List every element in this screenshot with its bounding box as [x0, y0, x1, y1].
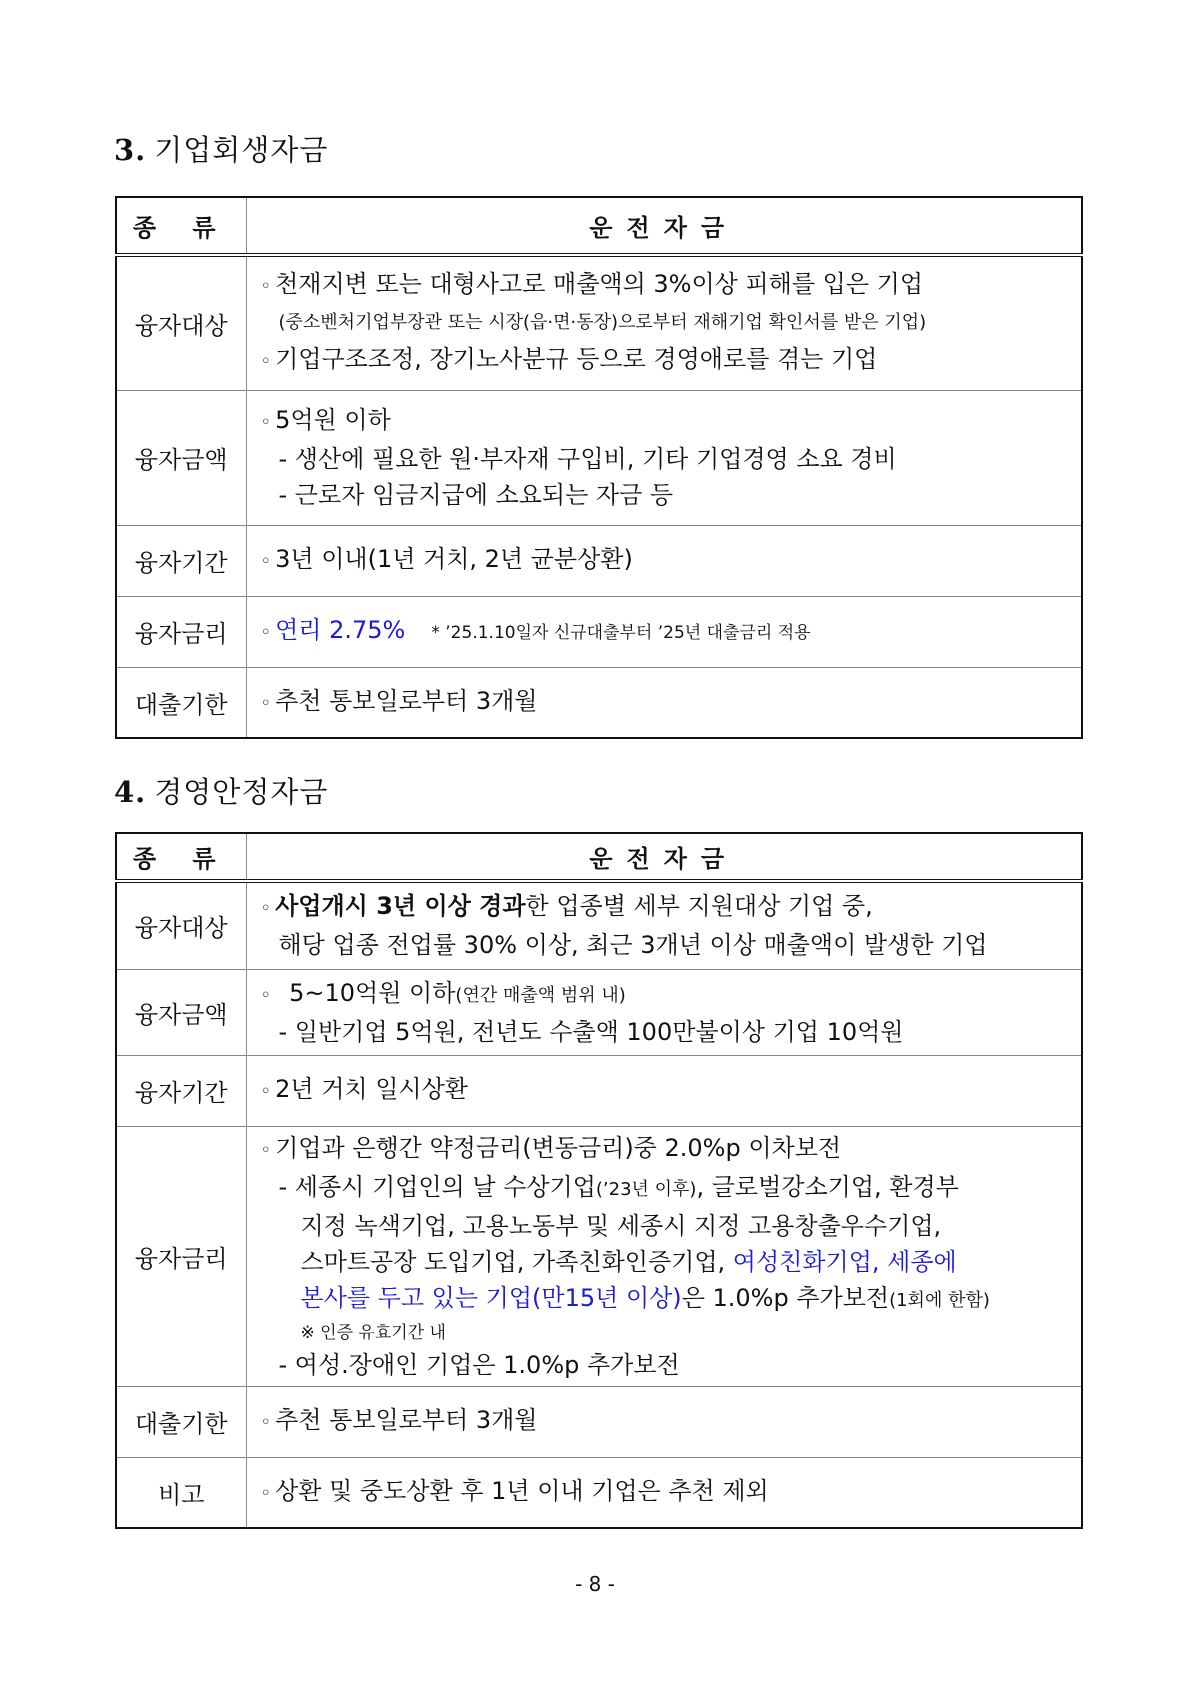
row-label-period: 융자기간: [116, 525, 246, 596]
row-value-deadline: [246, 667, 1082, 738]
table-row: [116, 390, 1082, 525]
table-row: [116, 255, 1082, 390]
section4-number: 4.: [114, 775, 147, 809]
bullet: ◦: [260, 412, 272, 433]
section4-heading: [114, 770, 328, 811]
rate-line-6: ※ 인증 유효기간 내: [300, 1322, 446, 1343]
bullet: ◦: [260, 984, 272, 1006]
table-header-row: [116, 833, 1082, 881]
table-row: [116, 1457, 1082, 1528]
target-bold: 사업개시 3년 이상 경과: [275, 892, 526, 921]
rate-line-3: 지정 녹색기업, 고용노동부 및 세종시 지정 고용창출우수기업,: [300, 1211, 942, 1240]
amount-line-2: - 생산에 필요한 원·부자재 구입비, 기타 기업경영 소요 경비: [278, 445, 897, 473]
row-label-amount: 융자금액: [116, 390, 246, 525]
target-line-3: 기업구조조정, 장기노사분규 등으로 경영애로를 겪는 기업: [275, 345, 878, 374]
rate-line-4b: 여성친화기업, 세종에: [732, 1247, 957, 1276]
table-row: [116, 667, 1082, 738]
table-row: [116, 969, 1082, 1055]
target-line-2: (중소벤처기업부장관 또는 시장(읍·면·동장)으로부터 재해기업 확인서를 받은 기업): [278, 312, 927, 334]
rate-line-7: - 여성.장애인 기업은 1.0%p 추가보전: [278, 1350, 680, 1379]
rate-line-2c: , 글로벌강소기업, 환경부: [696, 1172, 959, 1201]
deadline-line-1: 추천 통보일로부터 3개월: [275, 686, 538, 715]
header-kind: 종 류: [116, 833, 246, 881]
table-row: [116, 525, 1082, 596]
amount-line-3: - 근로자 임금지급에 소요되는 자금 등: [278, 481, 674, 509]
section4-table: [115, 832, 1083, 1529]
section3-number: 3.: [114, 133, 147, 167]
rate-line-2b: (’23년 이후): [595, 1178, 697, 1200]
row-value-amount: [246, 969, 1082, 1055]
row-value-note: [246, 1457, 1082, 1528]
row-label-amount: 융자금액: [116, 969, 246, 1055]
bullet: ◦: [260, 1412, 272, 1433]
rate-note: * ’25.1.10일자 신규대출부터 ’25년 대출금리 적용: [431, 623, 811, 643]
table-header-row: [116, 197, 1082, 255]
row-value-target: [246, 881, 1082, 969]
header-fund: 운전자금: [246, 833, 1082, 881]
rate-line-5b: 은 1.0%p 추가보전: [681, 1283, 890, 1312]
rate-line-5a: 본사를 두고 있는 기업(만15년 이상): [300, 1283, 682, 1312]
period-line-1: 2년 거치 일시상환: [275, 1075, 468, 1103]
header-kind: 종 류: [116, 197, 246, 255]
row-value-period: [246, 1055, 1082, 1126]
row-value-rate: [246, 596, 1082, 667]
amount-line-2: - 일반기업 5억원, 전년도 수출액 100만불이상 기업 10억원: [278, 1017, 904, 1046]
row-label-rate: 융자금리: [116, 1126, 246, 1386]
period-line-1: 3년 이내(1년 거치, 2년 균분상환): [275, 545, 633, 573]
target-line-1: 천재지변 또는 대형사고로 매출액의 3%이상 피해를 입은 기업: [275, 270, 924, 299]
table-row: [116, 1126, 1082, 1386]
row-label-target: 융자대상: [116, 255, 246, 390]
row-value-period: [246, 525, 1082, 596]
row-value-target: [246, 255, 1082, 390]
bullet: ◦: [260, 1081, 272, 1102]
rate-line-4a: 스마트공장 도입기업, 가족친화인증기업,: [300, 1247, 733, 1276]
rate-line-5c: (1회에 한함): [889, 1289, 990, 1311]
target-line-2: 해당 업종 전업률 30% 이상, 최근 3개년 이상 매출액이 발생한 기업: [278, 931, 988, 960]
table-row: [116, 1386, 1082, 1457]
section4-title: 경영안정자금: [154, 775, 329, 809]
row-label-target: 융자대상: [116, 881, 246, 969]
note-line-1: 상환 및 중도상환 후 1년 이내 기업은 추천 제외: [275, 1476, 769, 1505]
section3-title: 기업회생자금: [154, 133, 329, 167]
bullet: ◦: [260, 692, 272, 714]
bullet: ◦: [260, 1139, 272, 1161]
table-row: [116, 1055, 1082, 1126]
bullet: ◦: [260, 276, 272, 298]
bullet: ◦: [260, 551, 272, 572]
rate-line-2a: - 세종시 기업인의 날 수상기업: [278, 1172, 596, 1201]
bullet: ◦: [260, 1482, 272, 1504]
header-fund: 운전자금: [246, 197, 1082, 255]
row-label-note: 비고: [116, 1457, 246, 1528]
amount-line-1a: 5~10억원 이하: [289, 978, 456, 1007]
row-value-amount: [246, 390, 1082, 525]
rate-line-1: 기업과 은행간 약정금리(변동금리)중 2.0%p 이차보전: [275, 1133, 842, 1162]
row-label-period: 융자기간: [116, 1055, 246, 1126]
section3-heading: [114, 128, 328, 169]
row-label-deadline: 대출기한: [116, 1386, 246, 1457]
bullet: ◦: [260, 898, 272, 920]
amount-line-1b: (연간 매출액 범위 내): [455, 984, 626, 1006]
bullet: ◦: [260, 351, 272, 373]
deadline-line-1: 추천 통보일로부터 3개월: [275, 1406, 538, 1434]
section3-table: [115, 196, 1083, 739]
target-rest: 한 업종별 세부 지원대상 기업 중,: [525, 892, 873, 921]
page-number: - 8 -: [575, 1572, 615, 1596]
amount-line-1: 5억원 이하: [275, 406, 391, 434]
row-value-deadline: [246, 1386, 1082, 1457]
row-label-deadline: 대출기한: [116, 667, 246, 738]
table-row: [116, 596, 1082, 667]
rate-value: 연리 2.75%: [275, 616, 406, 644]
bullet: ◦: [260, 622, 272, 643]
row-label-rate: 융자금리: [116, 596, 246, 667]
table-row: [116, 881, 1082, 969]
row-value-rate: [246, 1126, 1082, 1386]
